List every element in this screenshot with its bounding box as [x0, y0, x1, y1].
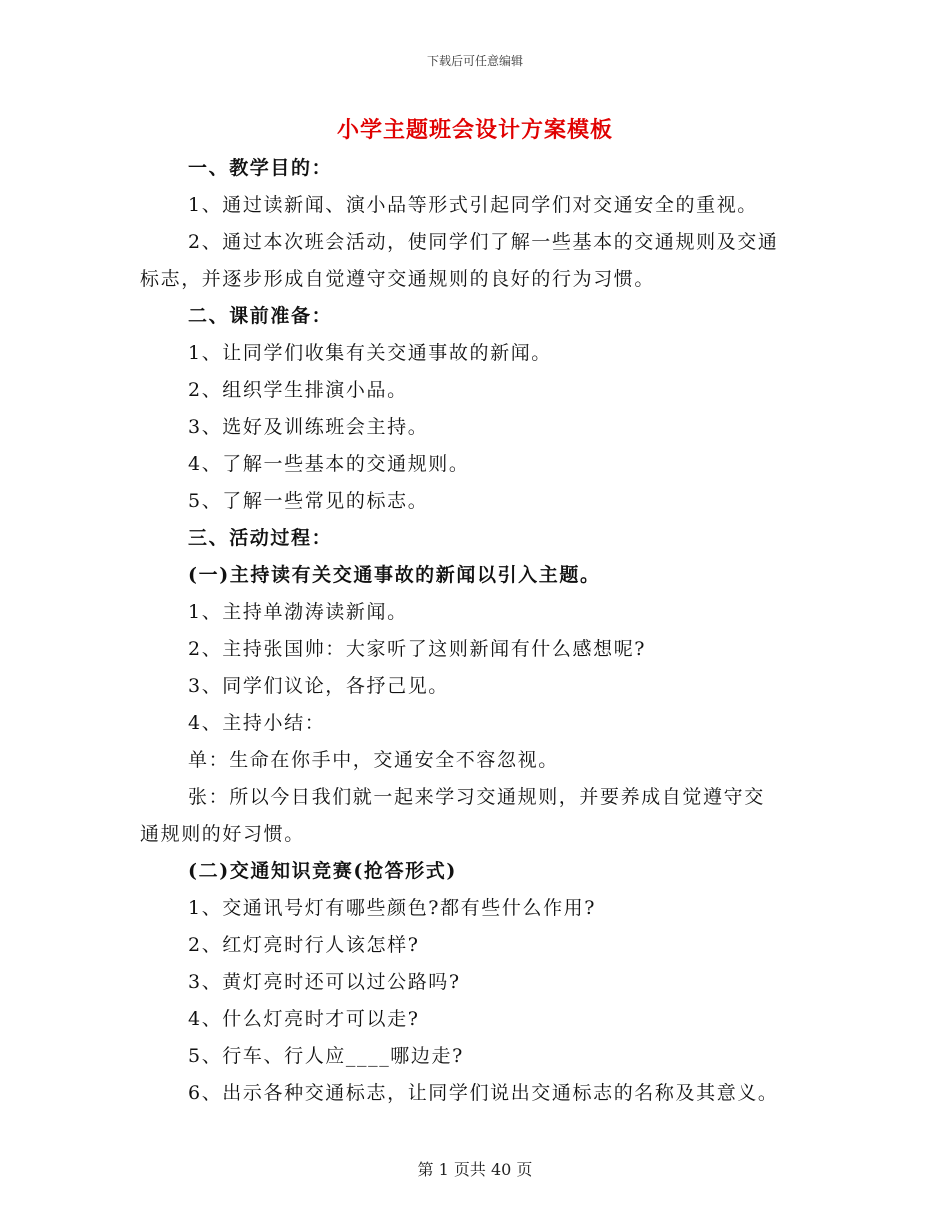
paragraph-line: 1、交通讯号灯有哪些颜色?都有些什么作用?: [188, 897, 597, 919]
paragraph-line: 2、红灯亮时行人该怎样?: [188, 934, 420, 956]
paragraph-line: 6、出示各种交通标志，让同学们说出交通标志的名称及其意义。: [188, 1082, 779, 1104]
page-footer: 第 1 页共 40 页: [417, 1160, 533, 1179]
paragraph-line: 4、主持小结：: [188, 712, 326, 734]
section-heading: 一、教学目的：: [188, 157, 333, 179]
paragraph-line: 2、通过本次班会活动，使同学们了解一些基本的交通规则及交通: [188, 231, 779, 253]
paragraph-line: 单：生命在你手中，交通安全不容忽视。: [188, 749, 559, 771]
paragraph-line: 标志，并逐步形成自觉遵守交通规则的良好的行为习惯。: [140, 268, 656, 290]
paragraph-line: 1、主持单渤涛读新闻。: [188, 601, 408, 623]
paragraph-line: 通规则的好习惯。: [140, 823, 305, 845]
paragraph-line: 4、什么灯亮时才可以走?: [188, 1008, 420, 1030]
section-heading: 二、课前准备：: [188, 305, 333, 327]
paragraph-line: 4、了解一些基本的交通规则。: [188, 453, 470, 475]
paragraph-line: 5、行车、行人应____哪边走?: [188, 1045, 464, 1067]
section-heading: (二)交通知识竞赛(抢答形式): [188, 860, 457, 882]
paragraph-line: 2、组织学生排演小品。: [188, 379, 408, 401]
section-heading: 三、活动过程：: [188, 527, 333, 549]
section-heading: (一)主持读有关交通事故的新闻以引入主题。: [188, 564, 601, 586]
document-title: 小学主题班会设计方案模板: [336, 117, 613, 143]
paragraph-line: 1、通过读新闻、演小品等形式引起同学们对交通安全的重视。: [188, 194, 758, 216]
paragraph-line: 张：所以今日我们就一起来学习交通规则，并要养成自觉遵守交: [188, 786, 765, 808]
page-header: 下载后可任意编辑: [426, 54, 523, 68]
document-body: [140, 150, 810, 1112]
paragraph-line: 5、了解一些常见的标志。: [188, 490, 429, 512]
paragraph-line: 1、让同学们收集有关交通事故的新闻。: [188, 342, 552, 364]
paragraph-line: 3、同学们议论，各抒己见。: [188, 675, 449, 697]
paragraph-line: 3、选好及训练班会主持。: [188, 416, 429, 438]
paragraph-line: 3、黄灯亮时还可以过公路吗?: [188, 971, 461, 993]
paragraph-line: 2、主持张国帅：大家听了这则新闻有什么感想呢?: [188, 638, 647, 660]
